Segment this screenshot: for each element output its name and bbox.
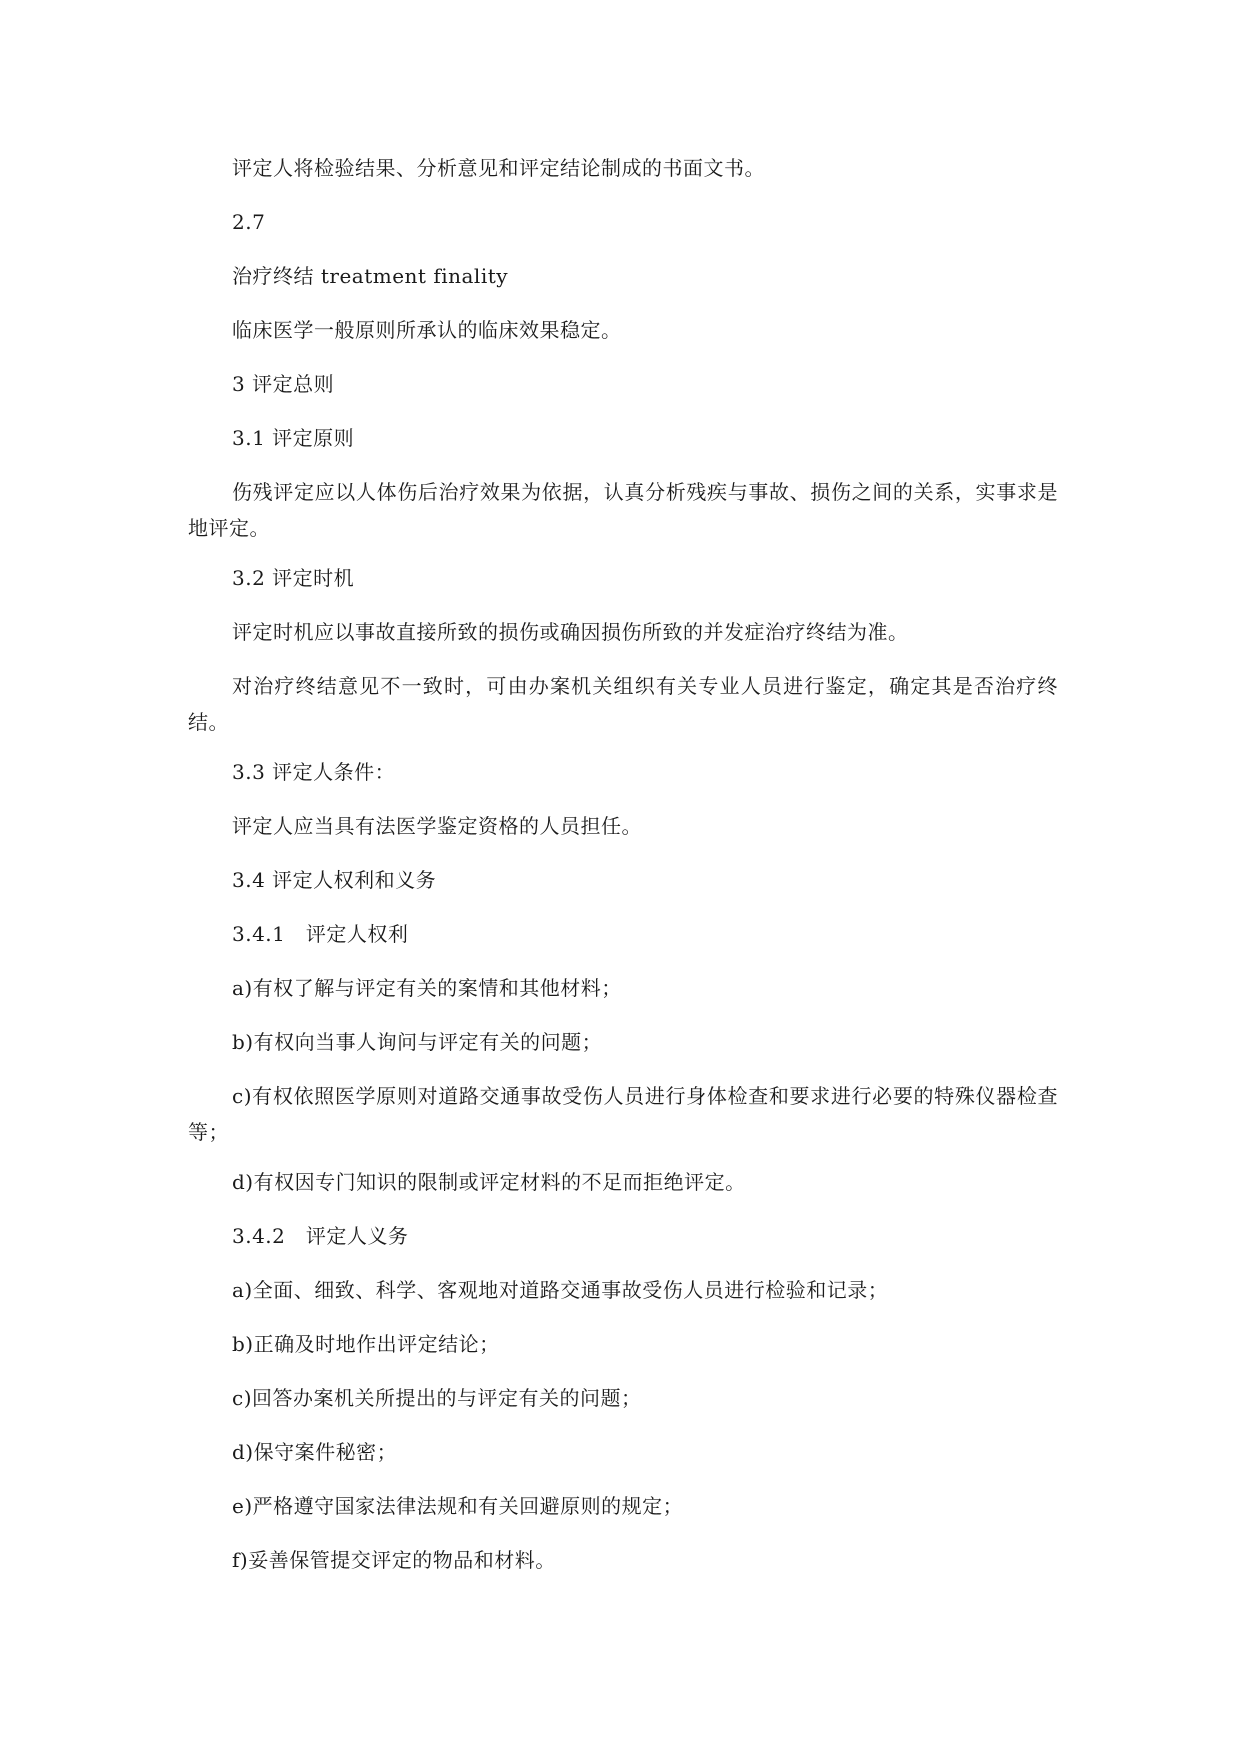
list-item-duty-e: e)严格遵守国家法律法规和有关回避原则的规定；: [232, 1494, 684, 1518]
list-item-right-a: a)有权了解与评定有关的案情和其他材料；: [232, 976, 622, 1000]
paragraph-treatment-finality-definition: 临床医学一般原则所承认的临床效果稳定。: [232, 318, 622, 342]
list-item-duty-a: a)全面、细致、科学、客观地对道路交通事故受伤人员进行检验和记录；: [232, 1278, 889, 1302]
section-number-2-7: 2.7: [232, 210, 266, 234]
heading-section-3-3: 3.3 评定人条件：: [232, 760, 396, 784]
heading-section-3-4-1: 3.4.1 评定人权利: [232, 922, 409, 946]
paragraph-assessment-principle: 伤残评定应以人体伤后治疗效果为依据，认真分析残疾与事故、损伤之间的关系，实事求是地评定。: [188, 480, 1058, 540]
paragraph-document-definition: 评定人将检验结果、分析意见和评定结论制成的书面文书。: [232, 156, 765, 180]
paragraph-assessor-qualification: 评定人应当具有法医学鉴定资格的人员担任。: [232, 814, 642, 838]
list-item-duty-d: d)保守案件秘密；: [232, 1440, 398, 1464]
heading-section-3-1: 3.1 评定原则: [232, 426, 355, 450]
list-item-right-d: d)有权因专门知识的限制或评定材料的不足而拒绝评定。: [232, 1170, 746, 1194]
heading-section-3: 3 评定总则: [232, 372, 335, 396]
list-item-duty-c: c)回答办案机关所提出的与评定有关的问题；: [232, 1386, 642, 1410]
heading-section-3-2: 3.2 评定时机: [232, 566, 355, 590]
list-item-right-b: b)有权向当事人询问与评定有关的问题；: [232, 1030, 603, 1054]
paragraph-assessment-timing: 评定时机应以事故直接所致的损伤或确因损伤所致的并发症治疗终结为准。: [232, 620, 909, 644]
heading-section-3-4-2: 3.4.2 评定人义务: [232, 1224, 409, 1248]
list-item-duty-b: b)正确及时地作出评定结论；: [232, 1332, 500, 1356]
list-item-duty-f: f)妥善保管提交评定的物品和材料。: [232, 1548, 556, 1572]
term-treatment-finality: 治疗终结 treatment finality: [232, 264, 509, 288]
document-body: [188, 150, 1058, 1578]
paragraph-timing-dispute: 对治疗终结意见不一致时，可由办案机关组织有关专业人员进行鉴定，确定其是否治疗终结。: [188, 674, 1058, 734]
heading-section-3-4: 3.4 评定人权利和义务: [232, 868, 437, 892]
list-item-right-c: c)有权依照医学原则对道路交通事故受伤人员进行身体检查和要求进行必要的特殊仪器检查等；: [188, 1084, 1058, 1144]
